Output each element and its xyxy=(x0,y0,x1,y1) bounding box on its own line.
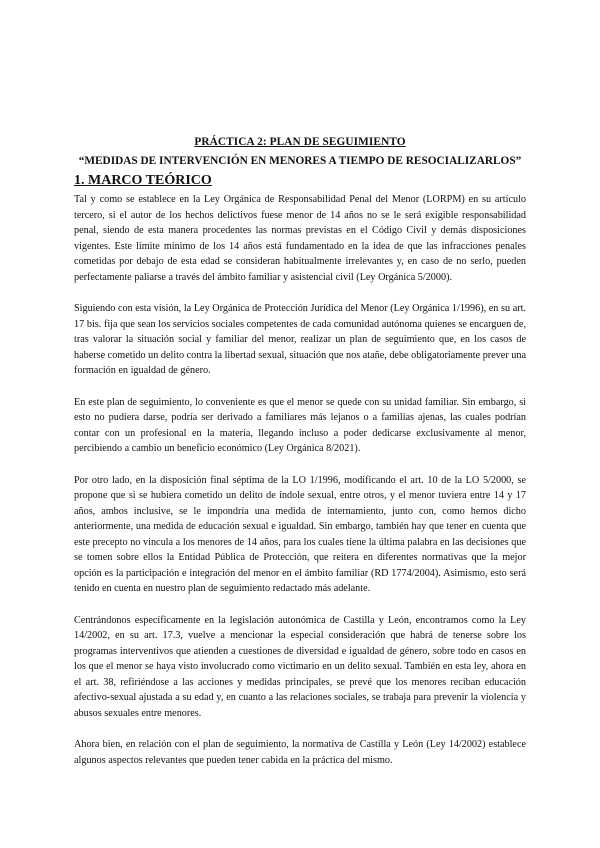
document-subtitle: “MEDIDAS DE INTERVENCIÓN EN MENORES A TIEMPO DE RESOCIALIZARLOS” xyxy=(78,155,522,167)
section-heading: 1. MARCO TEÓRICO xyxy=(74,173,212,188)
document-page xyxy=(74,134,526,784)
paragraph-2: Siguiendo con esta visión, la Ley Orgánica de Protección Jurídica del Menor (Ley Orgánica 1/1996), en su art. 17 bis. fija que sean los servicios sociales competentes de cada comunidad autónoma quienes se encarguen de, tras valorar la situación social y familiar del menor, realizar un plan de seguimiento que, en los casos de haberse cometido un delito contra la libertad sexual, situación que nos atañe, debe obligatoriamente prever una formación en igualdad de género. xyxy=(74,303,526,376)
paragraph-6: Ahora bien, en relación con el plan de seguimiento, la normativa de Castilla y León (Ley 14/2002) establece algunos aspectos relevantes que pueden tener cabida en la práctica del mismo. xyxy=(74,739,526,766)
document-title: PRÁCTICA 2: PLAN DE SEGUIMIENTO xyxy=(194,136,406,148)
paragraph-5: Centrándonos específicamente en la legislación autonómica de Castilla y León, encontramos como la Ley 14/2002, en su art. 17.3, vuelve a mencionar la especial consideración que habrá de tenerse sobre los programas interventivos que atienden a cuestiones de diversidad e igualdad de género, sobre todo en casos en los que el menor se haya visto involucrado como victimario en un delito sexual. También en esta ley, ahora en el art. 38, refiriéndose a las acciones y medidas principales, se prevé que los menores reciban educación afectivo-sexual ajustada a su edad y, en cuanto a las relaciones sociales, se trabaja para prevenir la violencia y abusos sexuales entre menores. xyxy=(74,614,526,719)
paragraph-1: Tal y como se establece en la Ley Orgánica de Responsabilidad Penal del Menor (LORPM) en su artículo tercero, si el autor de los hechos delictivos fuese menor de 14 años no se le será exigible responsabilidad penal, siendo de esta manera procedentes las normas previstas en el Código Civil y demás disposiciones vigentes. Este límite mínimo de los 14 años está fundamentado en la idea de que las infracciones penales cometidas por debajo de esta edad se consideran habitualmente irrelevantes y, en caso de no serlo, pueden perfectamente paliarse a través del ámbito familiar y asistencial civil (Ley Orgánica 5/2000). xyxy=(74,194,526,283)
paragraph-3: En este plan de seguimiento, lo conveniente es que el menor se quede con su unidad familiar. Sin embargo, si esto no pudiera darse, podría ser derivado a familiares más lejanos o a familias ajenas, las cuales podrían contar con un profesional en la materia, llegando incluso a poder dedicarse exclusivamente al menor, percibiendo a cambio un beneficio económico (Ley Orgánica 8/2021). xyxy=(74,396,526,454)
paragraph-4: Por otro lado, en la disposición final séptima de la LO 1/1996, modificando el art. 10 de la LO 5/2000, se propone que si se hubiera cometido un delito de índole sexual, entre otros, y el menor tuviera entre 14 y 17 años, ambos inclusive, se le impondría una medida de internamiento, junto con, como hemos dicho anteriormente, una medida de educación sexual e igualdad. Sin embargo, también hay que tener en cuenta que este precepto no vincula a los menores de 14 años, para los cuales tiene la última palabra en las decisiones que se tomen sobre ellos la Entidad Pública de Protección, que reitera en diferentes normativas que la mejor opción es la participación e integración del menor en el ámbito familiar (RD 1774/2004). Asimismo, esto será tenido en cuenta en nuestro plan de seguimiento redactado más adelante. xyxy=(74,474,526,594)
